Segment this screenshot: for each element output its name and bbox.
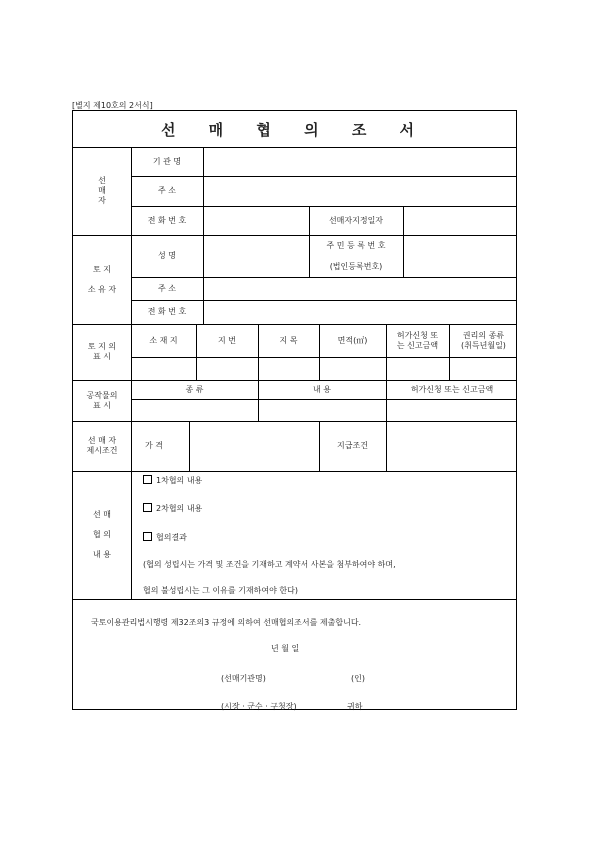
form-caption: [별지 제10호의 2서식]	[72, 101, 153, 110]
submission-date: 년 월 일	[271, 644, 300, 653]
negotiation-note-1: (협의 성립시는 가격 및 조건을 기재하고 계약서 사본을 첨부하여야 하며,	[143, 560, 396, 569]
payment-terms-field[interactable]	[386, 421, 518, 471]
addressee: 귀하	[347, 702, 363, 711]
first-negotiation-item[interactable]: 1차협의 내용	[143, 475, 202, 486]
owner-address-label: 주 소	[158, 283, 176, 293]
seal-mark: (인)	[351, 674, 365, 683]
negotiation-report-form	[72, 110, 517, 710]
land-col-permit-amount: 허가신청 또 는 신고금액	[396, 330, 439, 350]
designation-date-field[interactable]	[403, 206, 518, 235]
owner-name-label: 성 명	[158, 251, 176, 260]
corp-id-label: (법인등록번호)	[329, 261, 383, 271]
designation-date-label: 선매자지정일자	[328, 215, 384, 225]
structure-col-content: 내 용	[313, 384, 331, 394]
negotiation-heading: 선 매 협 의 내 용	[93, 510, 111, 559]
negotiation-result-item[interactable]: 협의결과	[143, 532, 187, 543]
price-field[interactable]	[189, 421, 319, 471]
owner-phone-label: 전 화 번 호	[147, 307, 187, 316]
land-col-land-category: 지 목	[279, 335, 298, 345]
payment-terms-label: 지급조건	[337, 441, 368, 450]
seller-address-label: 주 소	[158, 186, 176, 195]
land-col-rights-type: 권리의 종류 (취득년월일)	[461, 330, 506, 350]
resident-id-label: 주 민 등 록 번 호	[326, 240, 386, 250]
negotiation-note-2: 협의 불성립시는 그 이유를 기재하여야 한다)	[143, 586, 298, 595]
seller-phone-field[interactable]	[203, 206, 309, 235]
seller-phone-label: 전 화 번 호	[147, 215, 187, 225]
seller-address-field[interactable]	[203, 176, 518, 206]
second-negotiation-checkbox[interactable]	[143, 503, 152, 512]
submission-statement: 국토이용관리법시행령 제32조의3 규정에 의하여 선매협의조서를 제출합니다.	[91, 618, 362, 627]
mayor-title: (시장 · 군수 · 구청장)	[221, 702, 297, 711]
first-negotiation-checkbox[interactable]	[143, 475, 152, 484]
land-heading: 토 지 의 표 시	[87, 342, 117, 361]
seller-heading: 선 매 자	[98, 176, 106, 205]
price-label: 가 격	[145, 441, 163, 450]
structure-col-type: 종 류	[185, 384, 204, 394]
structure-col-permit-amount: 허가신청 또는 신고금액	[410, 384, 494, 394]
owner-heading: 토 지 소 유 자	[87, 264, 117, 294]
agency-name-signature: (선매기관명)	[221, 674, 266, 683]
agency-name-field[interactable]	[203, 147, 518, 176]
second-negotiation-item[interactable]: 2차협의 내용	[143, 503, 202, 514]
land-col-lot-number: 지 번	[218, 335, 236, 345]
form-title: 선 매 협 의 조 서	[160, 120, 429, 139]
conditions-heading: 선 매 자 제시조건	[86, 436, 118, 455]
agency-name-label: 기 관 명	[152, 156, 182, 166]
resident-id-field[interactable]	[403, 235, 518, 277]
owner-name-field[interactable]	[203, 235, 309, 277]
land-col-area: 면적(㎡)	[337, 335, 368, 345]
land-col-location: 소 재 지	[149, 335, 178, 345]
negotiation-result-checkbox[interactable]	[143, 532, 152, 541]
owner-address-field[interactable]	[203, 277, 518, 300]
owner-phone-field[interactable]	[203, 300, 518, 324]
structure-heading: 공작물의 표 시	[86, 390, 118, 410]
